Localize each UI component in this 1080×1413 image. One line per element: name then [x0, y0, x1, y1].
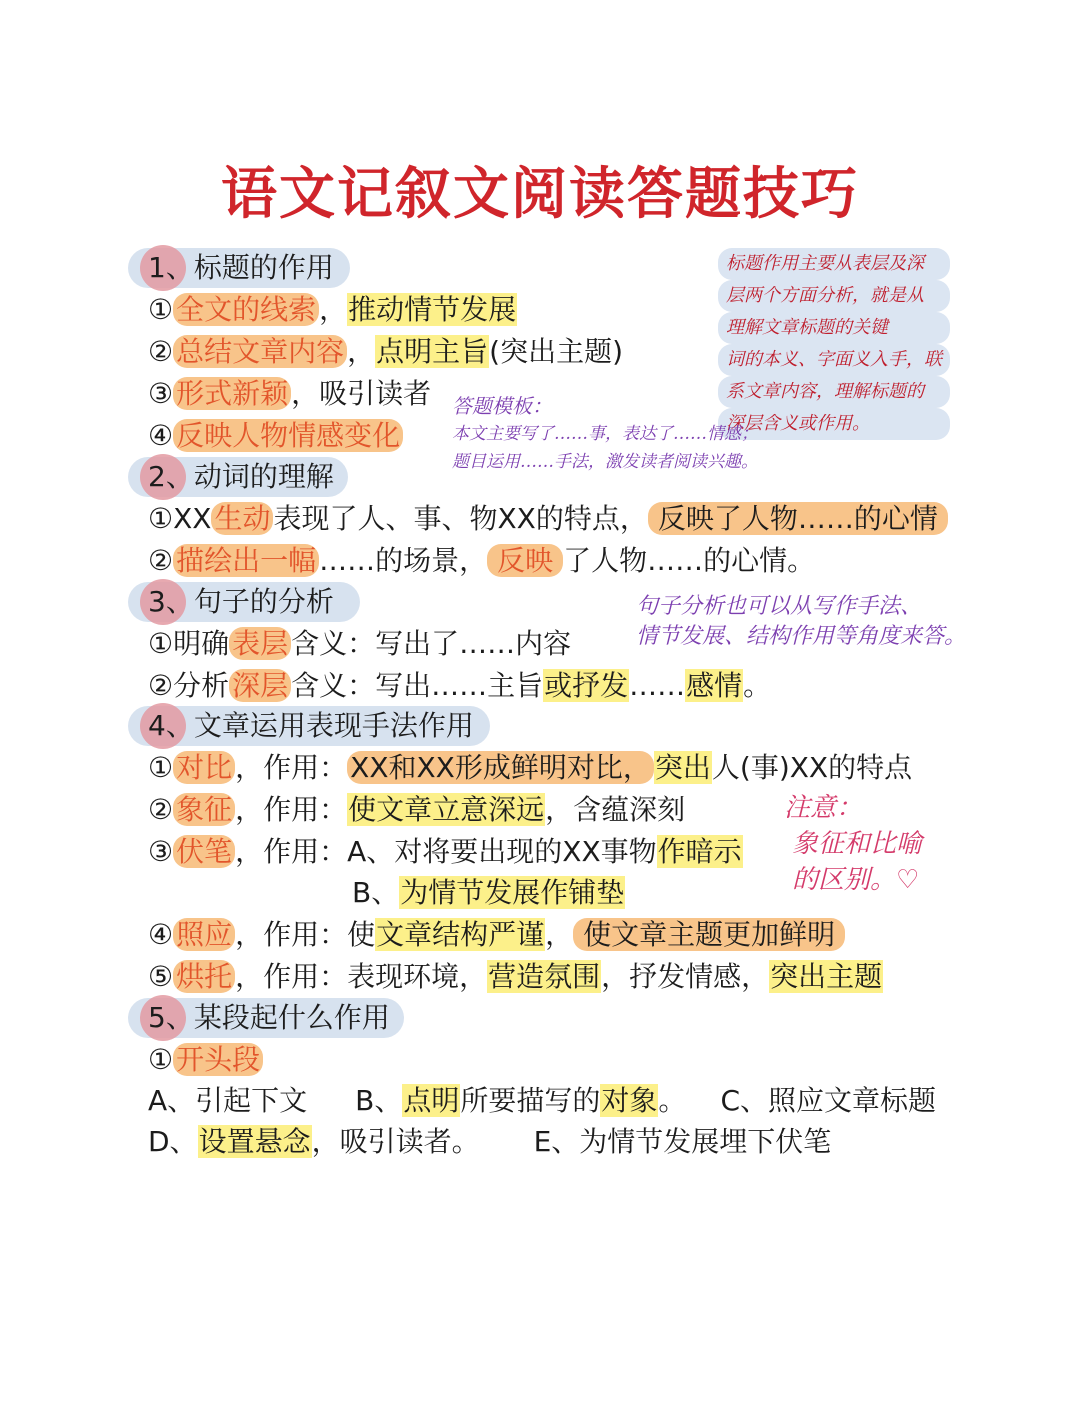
section-4-heading — [128, 706, 490, 746]
text: ，作用：使 — [235, 918, 376, 951]
highlight: 烘托 — [173, 960, 235, 993]
s4-line-6 — [148, 957, 883, 997]
note-line: 系文章内容，理解标题的 — [718, 376, 950, 408]
s3-line-2 — [148, 666, 771, 706]
text: B、 — [352, 876, 400, 909]
highlight: 象征 — [173, 793, 235, 826]
s1-line-3 — [148, 374, 431, 414]
text: ，抒发情感， — [601, 960, 770, 993]
highlight: 点明主旨 — [376, 335, 489, 368]
section-number: 2 — [148, 460, 166, 493]
note-line: 标题作用主要从表层及深 — [718, 248, 950, 280]
text: ，作用： — [235, 793, 348, 826]
note-line: 的区别。♡ — [792, 865, 920, 895]
highlight: 或抒发 — [544, 669, 629, 702]
text: ① — [148, 1043, 174, 1076]
section-3-heading — [128, 582, 360, 622]
text: B、 — [355, 1084, 403, 1117]
text: (突出主题) — [489, 335, 624, 368]
highlight: 开头段 — [173, 1043, 263, 1076]
section-2-heading — [128, 457, 348, 497]
s4-line-1 — [148, 748, 912, 788]
highlight: 设置悬念 — [198, 1125, 311, 1158]
note-line: 注意： — [784, 793, 863, 823]
section-number: 1 — [148, 251, 166, 284]
section-number: 4 — [148, 709, 166, 742]
note-line: 理解文章标题的关键 — [718, 312, 950, 344]
highlight: 突出主题 — [770, 960, 883, 993]
section-number: 3 — [148, 585, 166, 618]
highlight: 营造氛围 — [488, 960, 601, 993]
highlight: 总结文章内容 — [173, 335, 347, 368]
highlight: 表层 — [229, 627, 291, 660]
highlight: 感情 — [686, 669, 743, 702]
note-line: 词的本义、字面义入手，联 — [718, 344, 950, 376]
highlight: 照应 — [173, 918, 235, 951]
highlight: 对比 — [173, 751, 235, 784]
text: ③ — [148, 377, 174, 410]
text: ①XX — [148, 502, 212, 535]
section-heading-text: 、文章运用表现手法作用 — [165, 709, 474, 742]
highlight: 点明 — [403, 1084, 460, 1117]
text: 。 — [658, 1084, 687, 1117]
highlight: 使文章立意深远 — [348, 793, 545, 826]
text: ⑤ — [148, 960, 174, 993]
s4-line-4 — [352, 873, 625, 913]
text: 表现了人、事、物XX的特点， — [273, 502, 648, 535]
s2-line-1 — [148, 499, 948, 539]
handwritten-note-sentence — [636, 592, 966, 652]
section-heading-text: 、句子的分析 — [165, 585, 334, 618]
text: ①明确 — [148, 627, 230, 660]
highlight: 深层 — [229, 669, 291, 702]
section-1-heading — [128, 248, 350, 288]
note-line: 情节发展、结构作用等角度来答。 — [636, 624, 967, 649]
text: ， — [319, 293, 348, 326]
text: 人(事)XX的特点 — [711, 751, 913, 784]
text: ① — [148, 751, 174, 784]
text: 。 — [743, 669, 772, 702]
text: ，含蕴深刻 — [545, 793, 686, 826]
text: 所要描写的 — [460, 1084, 601, 1117]
highlight: 形式新颖 — [173, 377, 291, 410]
section-heading-text: 、标题的作用 — [165, 251, 334, 284]
text: ④ — [148, 419, 174, 452]
note-line: 深层含义或作用。 — [718, 408, 950, 440]
highlight: 反映了人物……的心情 — [648, 502, 948, 535]
text: ……的场景， — [319, 544, 488, 577]
text: A、引起下文 — [148, 1084, 308, 1117]
s4-line-5 — [148, 915, 845, 955]
text: ，吸引读者 — [291, 377, 432, 410]
section-5-heading — [128, 998, 404, 1038]
handwritten-note-attention — [784, 790, 922, 898]
s3-line-1 — [148, 624, 571, 664]
text: ②分析 — [148, 669, 230, 702]
text: 含义：写出……主旨 — [291, 669, 544, 702]
s5-line-1 — [148, 1040, 263, 1080]
note-line: 答题模板： — [452, 394, 552, 418]
section-heading-text: 、动词的理解 — [165, 460, 334, 493]
highlight: 生动 — [211, 502, 273, 535]
highlight: 伏笔 — [173, 835, 235, 868]
s4-line-3 — [148, 832, 743, 872]
highlight: 为情节发展作铺垫 — [400, 876, 625, 909]
text: ， — [347, 335, 376, 368]
s1-line-4 — [148, 416, 403, 456]
note-line: 象征和比喻 — [792, 829, 923, 859]
text: ，作用： — [235, 751, 348, 784]
text: E、为情节发展埋下伏笔 — [533, 1125, 832, 1158]
text: 了人物……的心情。 — [563, 544, 816, 577]
text: ② — [148, 544, 174, 577]
highlight: XX和XX形成鲜明对比， — [347, 751, 654, 784]
text: ，吸引读者。 — [311, 1125, 480, 1158]
text: ， — [545, 918, 574, 951]
highlight: 对象 — [601, 1084, 658, 1117]
section-heading-text: 、某段起什么作用 — [165, 1001, 390, 1034]
text: 含义：写出了……内容 — [291, 627, 572, 660]
s5-line-3 — [148, 1122, 831, 1162]
page-title: 语文记叙文阅读答题技巧 — [221, 162, 859, 227]
text: ③ — [148, 835, 174, 868]
highlight: 描绘出一幅 — [173, 544, 319, 577]
highlight: 反映人物情感变化 — [173, 419, 403, 452]
section-number: 5 — [148, 1001, 166, 1034]
note-line: 题目运用……手法，激发读者阅读兴趣。 — [452, 452, 758, 472]
highlight: 文章结构严谨 — [376, 918, 545, 951]
s2-line-2 — [148, 541, 815, 581]
text: ② — [148, 793, 174, 826]
highlight: 使文章主题更加鲜明 — [573, 918, 845, 951]
text: …… — [629, 669, 686, 702]
text: ，作用：表现环境， — [235, 960, 488, 993]
highlight: 推动情节发展 — [348, 293, 517, 326]
note-line: 句子分析也可以从写作手法、 — [636, 594, 923, 619]
highlight: 全文的线索 — [173, 293, 319, 326]
text: ① — [148, 293, 174, 326]
text: ② — [148, 335, 174, 368]
highlight: 反映 — [487, 544, 563, 577]
text: C、照应文章标题 — [720, 1084, 936, 1117]
text: D、 — [148, 1125, 198, 1158]
text: ④ — [148, 918, 174, 951]
handwritten-note-template — [452, 392, 758, 476]
note-line: 本文主要写了……事，表达了……情感； — [452, 424, 758, 444]
s1-line-1 — [148, 290, 517, 330]
note-line: 层两个方面分析，就是从 — [718, 280, 950, 312]
highlight: 作暗示 — [657, 835, 742, 868]
text: ，作用：A、对将要出现的XX事物 — [235, 835, 657, 868]
highlight: 突出 — [654, 751, 711, 784]
s1-line-2 — [148, 332, 623, 372]
s5-line-2 — [148, 1081, 936, 1121]
s4-line-2 — [148, 790, 685, 830]
